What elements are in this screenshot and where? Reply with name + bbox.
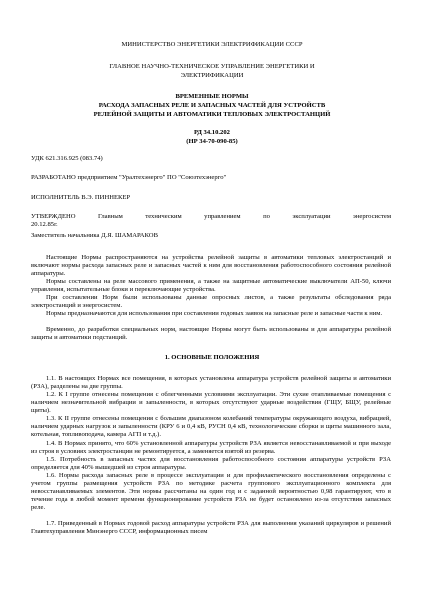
section-paragraph: 1.5. Потребность в запасных частях для восстановления работоспособного состояния аппаратуры устройств РЗА определяется для 40% вышедшей из строя аппаратуры. bbox=[31, 456, 391, 471]
intro-paragraph: Нормы предназначаются для использования при составлении годовых заявок на запасные реле и запасные части к ним. bbox=[46, 310, 383, 317]
doc-title-line-3: РЕЛЕЙНОЙ ЗАЩИТЫ И АВТОМАТИКИ ТЕПЛОВЫХ ЭЛЕКТРОСТАНЦИЙ bbox=[93, 111, 331, 118]
developed-by: РАЗРАБОТАНО предприятием "Уралтехэнерго" ПО "Союзтехэнерго" bbox=[31, 174, 227, 181]
directorate-line-2: ЭЛЕКТРИФИКАЦИИ bbox=[180, 72, 244, 79]
doc-title-line-1: ВРЕМЕННЫЕ НОРМЫ bbox=[175, 93, 249, 100]
intro-paragraph: Настоящие Нормы распространяются на устройства релейной защиты в автоматики тепловых электростанций и включают нормы расхода запасных реле и запасных частей к ним для восстановления работоспособного состояния релейной аппаратуры. bbox=[31, 254, 391, 277]
ministry-header: МИНИСТЕРСТВО ЭНЕРГЕТИКИ ЭЛЕКТРИФИКАЦИИ СССР bbox=[121, 41, 303, 48]
intro-paragraph: Нормы составлены на реле массового применения, а также на защитные автоматические выключатели АП-50, ключи управления, испытательные блоки и переключающие устройства. bbox=[31, 278, 391, 293]
doc-code: РД 34.10.202 bbox=[194, 129, 230, 136]
intro-paragraph: Временно, до разработки специальных норм, настоящие Нормы могут быть использованы и для аппаратуры релейной защиты и автоматики подстанций. bbox=[31, 326, 391, 341]
section-paragraph: 1.1. В настоящих Нормах все помещения, в которых установлена аппаратура устройств релейной защиты и автоматики (РЗА), разделены на две группы. bbox=[31, 375, 391, 390]
section-paragraph: 1.2. К I группе отнесены помещения с облегченными условиями эксплуатации. Эти сухие отапливаемые помещения с наличием незначительной вибрации и запыленности, в которых отсутствуют ударные воздействия (ГЩУ, БЩУ, релейные щиты). bbox=[31, 391, 391, 414]
executor: ИСПОЛНИТЕЛЬ В.Э. ПИННЕКЕР bbox=[31, 194, 131, 201]
intro-paragraph: При составлении Норм были использованы данные опросных листов, а также результаты обследования ряда электростанций и энергосистем. bbox=[31, 294, 391, 309]
doc-code-alt: (НР 34-70-090-85) bbox=[186, 138, 238, 145]
section-heading: 1. ОСНОВНЫЕ ПОЛОЖЕНИЯ bbox=[164, 354, 260, 361]
section-paragraph: 1.3. К II группе отнесены помещения с большим диапазоном колебаний температуры окружающего воздуха, вибрацией, наличием ударных нагрузок и запыленности (КРУ 6 и 0,4 кВ, РУСН 0,4 кВ, технологические сборки и щиты машинного зала, котельная, топливоподача, камера АГП и т.д.). bbox=[31, 415, 391, 438]
section-paragraph: 1.4. В Нормах принято, что 60% установленной аппаратуры устройств РЗА является невосстанавливаемой и при выходе из строя в условиях электростанции не ремонтируется, а заменяется взятой из резерва. bbox=[31, 440, 391, 455]
udk-code: УДК 621.316.925 (083.74) bbox=[31, 155, 103, 162]
section-paragraph: 1.6. Нормы расхода запасных реле в процессе эксплуатации и для профилактического восстановления определены с учетом группы размещения устройств РЗА по методике расчета группового эксплуатационного комплекта для невосстанавливаемых элементов. Эти нормы рассчитаны на один год и с заданной вероятностью 0,98 гарантируют, что в течение года в любой момент времени функционирование устройств РЗА не будет остановлено из-за отсутствия запасных реле. bbox=[31, 472, 391, 511]
approved-by-line-1: УТВЕРЖДЕНО Главным техническим управлением по эксплуатации энергосистем bbox=[31, 213, 391, 220]
deputy-head: Заместитель начальника Д.Я. ШАМАРАКОВ bbox=[31, 232, 158, 239]
section-paragraph: 1.7. Приведенный в Нормах годовой расход аппаратуры устройств РЗА для выполнения указаний циркуляров и решений Главтехуправления Минэнерго СССР, информационных писем bbox=[31, 520, 391, 535]
doc-title-line-2: РАСХОДА ЗАПАСНЫХ РЕЛЕ И ЗАПАСНЫХ ЧАСТЕЙ ДЛЯ УСТРОЙСТВ bbox=[98, 102, 326, 109]
directorate-line-1: ГЛАВНОЕ НАУЧНО-ТЕХНИЧЕСКОЕ УПРАВЛЕНИЕ ЭНЕРГЕТИКИ И bbox=[109, 63, 315, 70]
approved-by-line-2: 20.12.85г. bbox=[31, 221, 58, 228]
